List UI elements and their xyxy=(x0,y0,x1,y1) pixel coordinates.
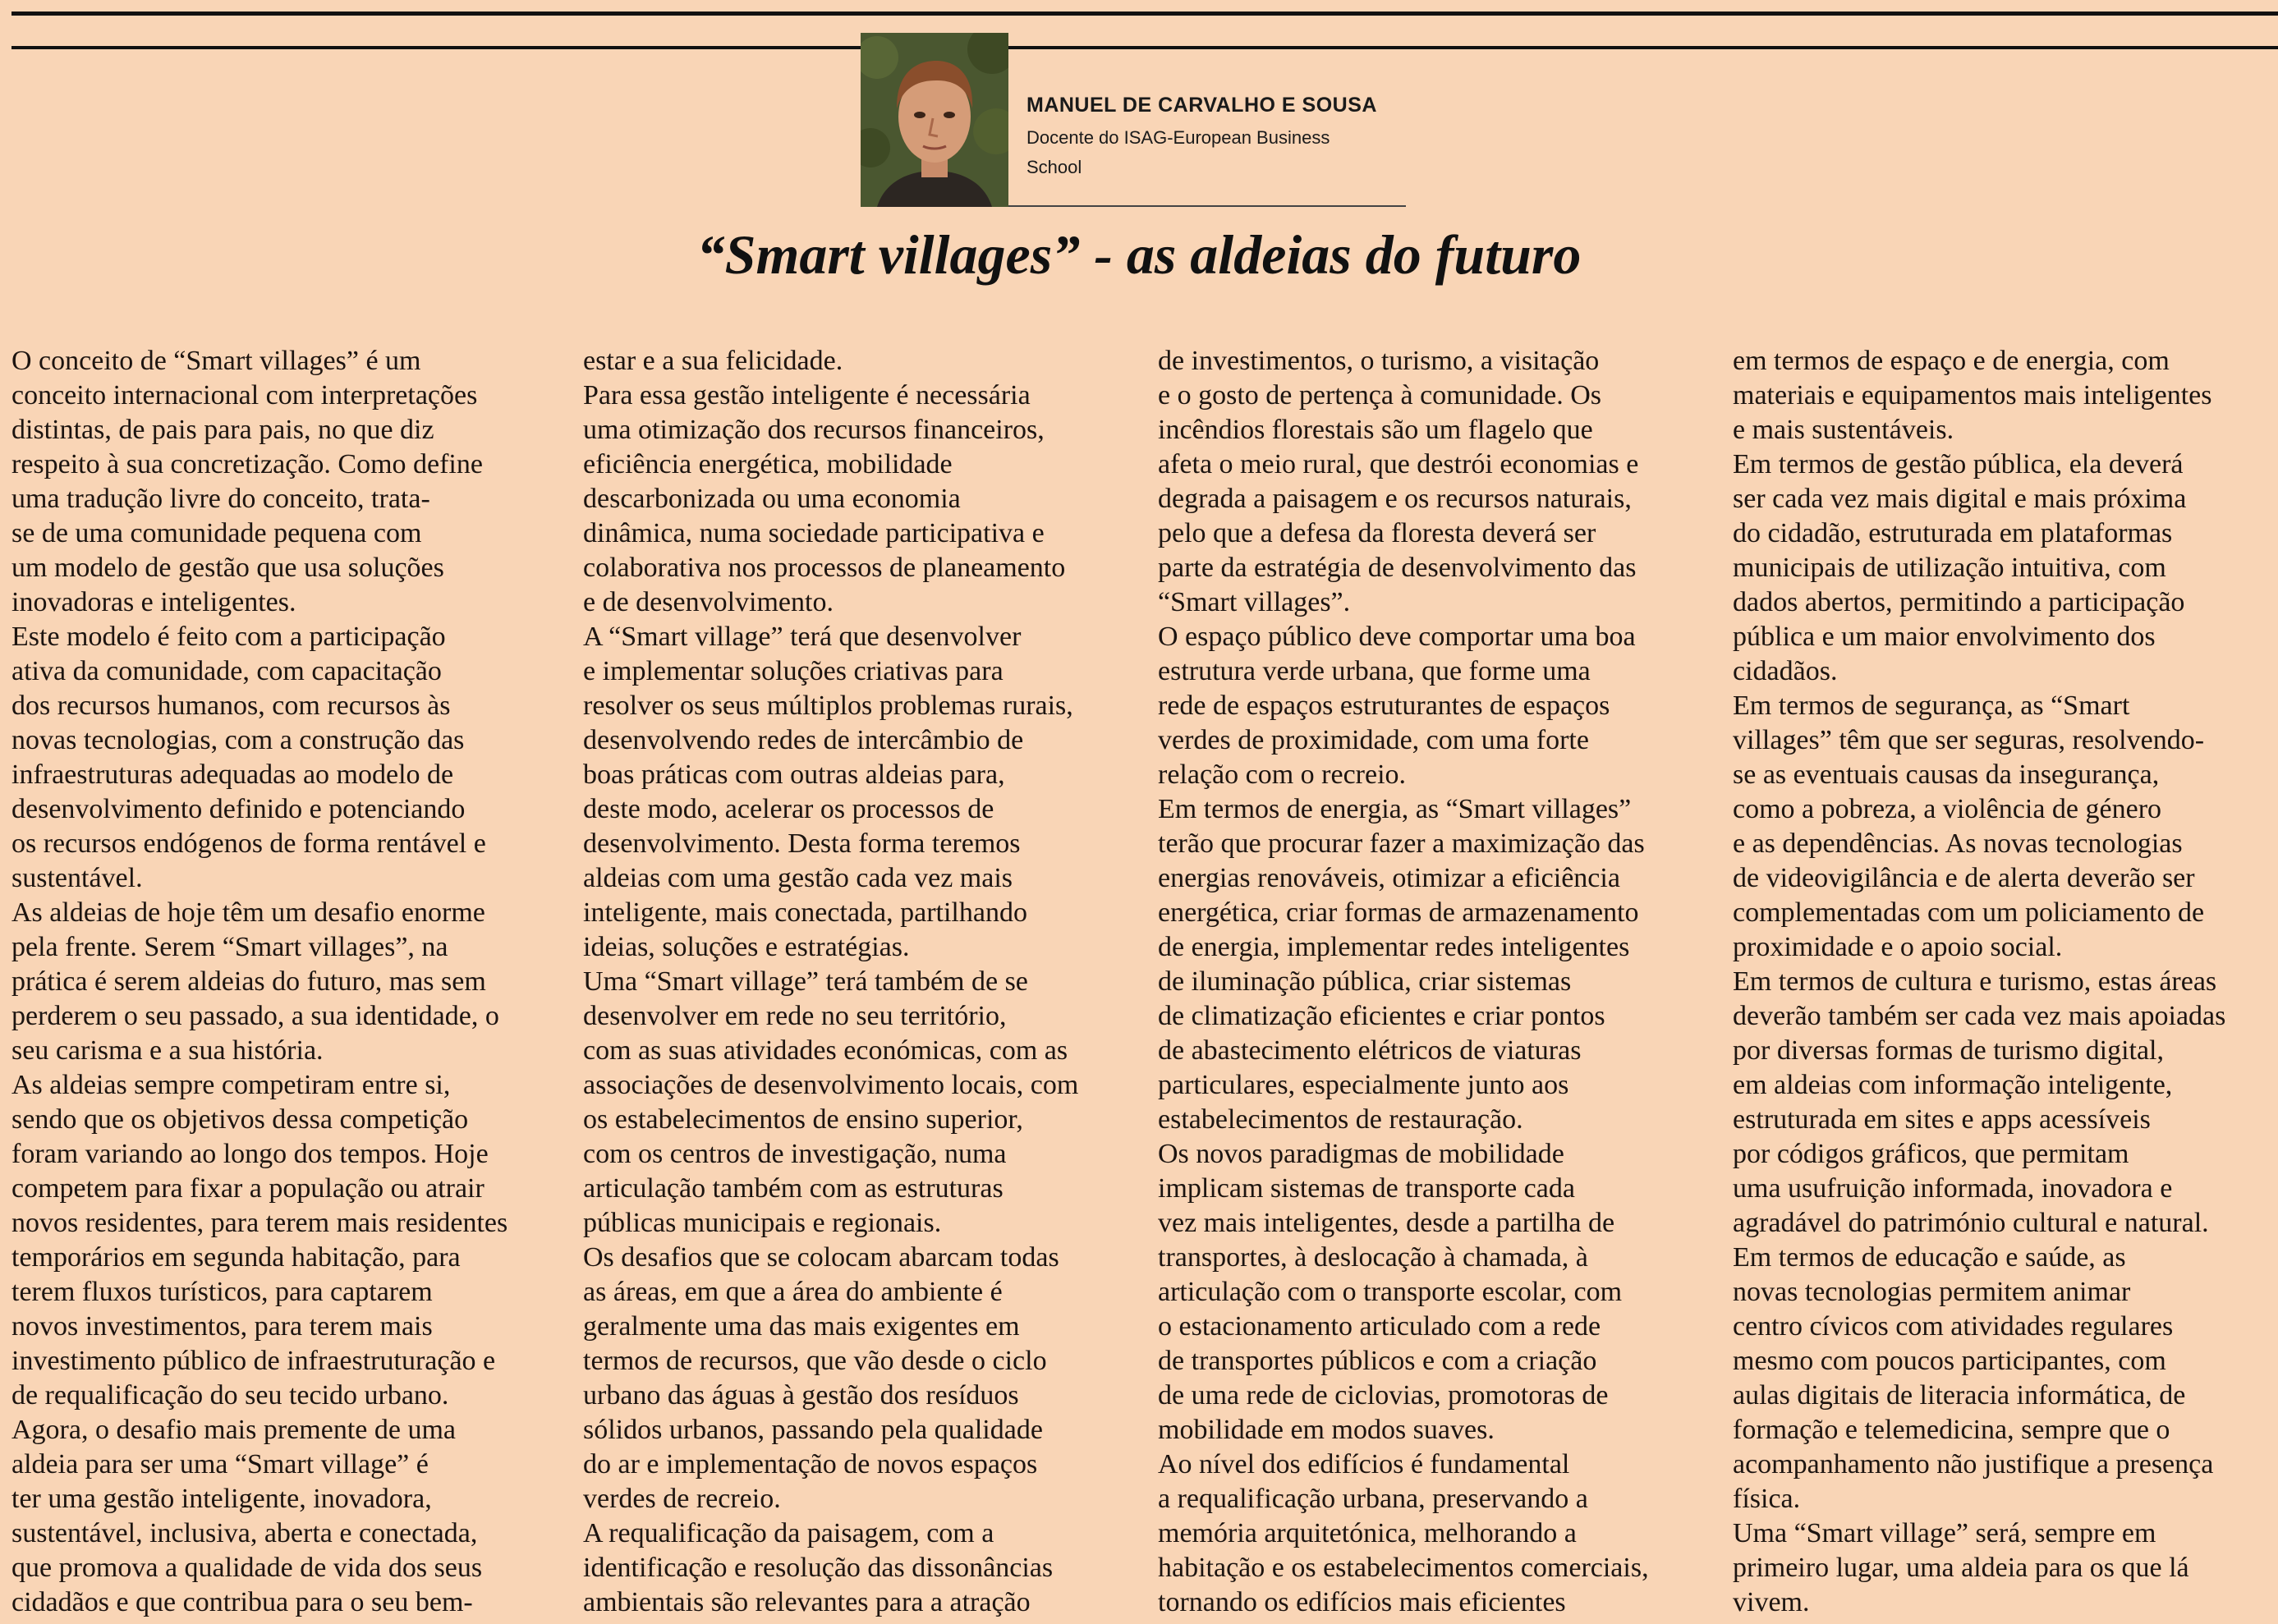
text-line: Os desafios que se colocam abarcam todas xyxy=(583,1242,1059,1273)
author-name: MANUEL DE CARVALHO E SOUSA xyxy=(1026,94,1377,117)
text-line: respeito à sua concretização. Como define xyxy=(11,449,483,479)
text-line: articulação também com as estruturas xyxy=(583,1173,1004,1204)
text-line: mesmo com poucos participantes, com xyxy=(1733,1346,2166,1376)
text-line: centro cívicos com atividades regulares xyxy=(1733,1311,2174,1342)
text-line: novas tecnologias, com a construção das xyxy=(11,725,465,755)
text-line: foram variando ao longo dos tempos. Hoje xyxy=(11,1139,489,1169)
text-line: resolver os seus múltiplos problemas rurais, xyxy=(583,690,1073,721)
text-line: como a pobreza, a violência de género xyxy=(1733,794,2162,824)
text-line: novas tecnologias permitem animar xyxy=(1733,1277,2131,1307)
author-underline xyxy=(1008,205,1406,207)
text-line: mobilidade em modos suaves. xyxy=(1158,1415,1495,1445)
text-line: do cidadão, estruturada em plataformas xyxy=(1733,518,2173,548)
text-line: As aldeias sempre competiram entre si, xyxy=(11,1070,451,1100)
text-line: estar e a sua felicidade. xyxy=(583,346,843,376)
author-role-line: School xyxy=(1026,157,1082,177)
text-line: e de desenvolvimento. xyxy=(583,587,834,617)
text-line: de uma rede de ciclovias, promotoras de xyxy=(1158,1380,1609,1411)
text-line: “Smart villages”. xyxy=(1158,587,1351,617)
text-line: estruturada em sites e apps acessíveis xyxy=(1733,1104,2151,1135)
text-line: se de uma comunidade pequena com xyxy=(11,518,422,548)
text-line: primeiro lugar, uma aldeia para os que lá xyxy=(1733,1553,2189,1583)
text-line: aldeias com uma gestão cada vez mais xyxy=(583,863,1013,893)
text-line: inteligente, mais conectada, partilhando xyxy=(583,897,1027,928)
text-line: dinâmica, numa sociedade participativa e xyxy=(583,518,1045,548)
text-line: agradável do património cultural e natural. xyxy=(1733,1208,2209,1238)
text-line: competem para fixar a população ou atrair xyxy=(11,1173,485,1204)
text-line: investimento público de infraestruturação e xyxy=(11,1346,496,1376)
text-line: que promova a qualidade de vida dos seus xyxy=(11,1553,483,1583)
text-line: incêndios florestais são um flagelo que xyxy=(1158,415,1593,445)
text-line: urbano das águas à gestão dos resíduos xyxy=(583,1380,1019,1411)
text-line: ser cada vez mais digital e mais próxima xyxy=(1733,484,2187,514)
text-line: Agora, o desafio mais premente de uma xyxy=(11,1415,456,1445)
top-rule xyxy=(11,11,2278,16)
text-line: com as suas atividades económicas, com as xyxy=(583,1035,1068,1066)
text-line: ideias, soluções e estratégias. xyxy=(583,932,910,962)
author-photo xyxy=(861,33,1008,207)
text-line: pela frente. Serem “Smart villages”, na xyxy=(11,932,448,962)
text-line: pública e um maior envolvimento dos xyxy=(1733,622,2156,652)
text-line: a requalificação urbana, preservando a xyxy=(1158,1484,1588,1514)
text-line: afeta o meio rural, que destrói economias e xyxy=(1158,449,1639,479)
text-line: sustentável, inclusiva, aberta e conectada, xyxy=(11,1518,478,1548)
text-line: formação e telemedicina, sempre que o xyxy=(1733,1415,2170,1445)
text-line: estabelecimentos de restauração. xyxy=(1158,1104,1523,1135)
text-line: e o gosto de pertença à comunidade. Os xyxy=(1158,380,1602,411)
text-line: articulação com o transporte escolar, com xyxy=(1158,1277,1623,1307)
text-line: municipais de utilização intuitiva, com xyxy=(1733,553,2166,583)
text-line: de transportes públicos e com a criação xyxy=(1158,1346,1597,1376)
text-line: de iluminação pública, criar sistemas xyxy=(1158,966,1572,997)
text-line: Os novos paradigmas de mobilidade xyxy=(1158,1139,1564,1169)
text-line: aulas digitais de literacia informática, de xyxy=(1733,1380,2186,1411)
text-line: termos de recursos, que vão desde o ciclo xyxy=(583,1346,1047,1376)
text-line: cidadãos e que contribua para o seu bem- xyxy=(11,1587,473,1617)
text-line: deverão também ser cada vez mais apoiadas xyxy=(1733,1001,2226,1031)
text-line: materiais e equipamentos mais inteligentes xyxy=(1733,380,2212,411)
text-line: sustentável. xyxy=(11,863,143,893)
text-line: Uma “Smart village” terá também de se xyxy=(583,966,1028,997)
text-line: desenvolvimento. Desta forma teremos xyxy=(583,828,1021,859)
text-line: descarbonizada ou uma economia xyxy=(583,484,961,514)
text-line: proximidade e o apoio social. xyxy=(1733,932,2063,962)
text-line: terem fluxos turísticos, para captarem xyxy=(11,1277,433,1307)
text-line: de videovigilância e de alerta deverão ser xyxy=(1733,863,2195,893)
text-line: implicam sistemas de transporte cada xyxy=(1158,1173,1575,1204)
text-line: Em termos de segurança, as “Smart xyxy=(1733,690,2130,721)
text-line: Em termos de energia, as “Smart villages” xyxy=(1158,794,1632,824)
text-line: ambientais são relevantes para a atração xyxy=(583,1587,1031,1617)
text-line: deste modo, acelerar os processos de xyxy=(583,794,994,824)
text-line: de investimentos, o turismo, a visitação xyxy=(1158,346,1600,376)
text-line: relação com o recreio. xyxy=(1158,759,1407,790)
text-line: uma tradução livre do conceito, trata- xyxy=(11,484,430,514)
text-line: verdes de proximidade, com uma forte xyxy=(1158,725,1589,755)
text-line: desenvolvimento definido e potenciando xyxy=(11,794,466,824)
author-header xyxy=(861,33,1406,207)
text-line: acompanhamento não justifique a presença xyxy=(1733,1449,2214,1479)
text-line: rede de espaços estruturantes de espaços xyxy=(1158,690,1610,721)
text-line: os recursos endógenos de forma rentável e xyxy=(11,828,486,859)
text-line: de abastecimento elétricos de viaturas xyxy=(1158,1035,1582,1066)
text-line: e as dependências. As novas tecnologias xyxy=(1733,828,2183,859)
text-line: O espaço público deve comportar uma boa xyxy=(1158,622,1636,652)
text-line: de climatização eficientes e criar pontos xyxy=(1158,1001,1605,1031)
text-line: aldeia para ser uma “Smart village” é xyxy=(11,1449,429,1479)
text-line: A “Smart village” terá que desenvolver xyxy=(583,622,1022,652)
text-line: Em termos de educação e saúde, as xyxy=(1733,1242,2126,1273)
text-line: transportes, à deslocação à chamada, à xyxy=(1158,1242,1588,1273)
text-line: villages” têm que ser seguras, resolvendo- xyxy=(1733,725,2205,755)
text-line: novos residentes, para terem mais residentes xyxy=(11,1208,508,1238)
text-line: distintas, de pais para pais, no que diz xyxy=(11,415,434,445)
text-line: prática é serem aldeias do futuro, mas sem xyxy=(11,966,486,997)
text-line: as áreas, em que a área do ambiente é xyxy=(583,1277,1003,1307)
text-line: em aldeias com informação inteligente, xyxy=(1733,1070,2173,1100)
text-line: colaborativa nos processos de planeamento xyxy=(583,553,1066,583)
text-line: Este modelo é feito com a participação xyxy=(11,622,446,652)
text-line: Para essa gestão inteligente é necessária xyxy=(583,380,1031,411)
text-line: dos recursos humanos, com recursos às xyxy=(11,690,451,721)
text-line: estrutura verde urbana, que forme uma xyxy=(1158,656,1591,686)
text-line: sólidos urbanos, passando pela qualidade xyxy=(583,1415,1043,1445)
text-line: identificação e resolução das dissonâncias xyxy=(583,1553,1054,1583)
text-line: complementadas com um policiamento de xyxy=(1733,897,2205,928)
text-line: de requalificação do seu tecido urbano. xyxy=(11,1380,449,1411)
text-line: tornando os edifícios mais eficientes xyxy=(1158,1587,1566,1617)
article-column-1 xyxy=(11,345,570,1624)
article-column-2 xyxy=(583,345,1141,1624)
text-line: temporários em segunda habitação, para xyxy=(11,1242,461,1273)
text-line: física. xyxy=(1733,1484,1801,1514)
text-line: o estacionamento articulado com a rede xyxy=(1158,1311,1601,1342)
text-line: inovadoras e inteligentes. xyxy=(11,587,296,617)
text-line: memória arquitetónica, melhorando a xyxy=(1158,1518,1577,1548)
text-line: habitação e os estabelecimentos comerciais, xyxy=(1158,1553,1649,1583)
author-role-line: Docente do ISAG-European Business xyxy=(1026,127,1330,148)
text-line: vivem. xyxy=(1733,1587,1810,1617)
text-line: seu carisma e a sua história. xyxy=(11,1035,324,1066)
text-line: em termos de espaço e de energia, com xyxy=(1733,346,2170,376)
text-line: por códigos gráficos, que permitam xyxy=(1733,1139,2129,1169)
text-line: O conceito de “Smart villages” é um xyxy=(11,346,421,376)
text-line: particulares, especialmente junto aos xyxy=(1158,1070,1569,1100)
text-line: pelo que a defesa da floresta deverá ser xyxy=(1158,518,1596,548)
text-line: geralmente uma das mais exigentes em xyxy=(583,1311,1020,1342)
text-line: desenvolvendo redes de intercâmbio de xyxy=(583,725,1024,755)
text-line: Em termos de gestão pública, ela deverá xyxy=(1733,449,2184,479)
text-line: Ao nível dos edifícios é fundamental xyxy=(1158,1449,1570,1479)
text-line: perderem o seu passado, a sua identidade, o xyxy=(11,1001,499,1031)
text-line: vez mais inteligentes, desde a partilha de xyxy=(1158,1208,1615,1238)
text-line: um modelo de gestão que usa soluções xyxy=(11,553,444,583)
text-line: associações de desenvolvimento locais, com xyxy=(583,1070,1079,1100)
text-line: ter uma gestão inteligente, inovadora, xyxy=(11,1484,432,1514)
text-line: parte da estratégia de desenvolvimento das xyxy=(1158,553,1637,583)
text-line: desenvolver em rede no seu território, xyxy=(583,1001,1007,1031)
text-line: dados abertos, permitindo a participação xyxy=(1733,587,2185,617)
text-line: do ar e implementação de novos espaços xyxy=(583,1449,1038,1479)
text-line: As aldeias de hoje têm um desafio enorme xyxy=(11,897,485,928)
text-line: A requalificação da paisagem, com a xyxy=(583,1518,994,1548)
article-title: “Smart villages” - as aldeias do futuro xyxy=(696,223,1582,286)
text-line: conceito internacional com interpretações xyxy=(11,380,478,411)
text-line: boas práticas com outras aldeias para, xyxy=(583,759,1005,790)
article-column-4 xyxy=(1733,345,2278,1624)
text-line: terão que procurar fazer a maximização das xyxy=(1158,828,1645,859)
text-line: os estabelecimentos de ensino superior, xyxy=(583,1104,1023,1135)
article-column-3 xyxy=(1158,345,1716,1624)
text-line: infraestruturas adequadas ao modelo de xyxy=(11,759,454,790)
text-line: Em termos de cultura e turismo, estas áreas xyxy=(1733,966,2217,997)
text-line: de energia, implementar redes inteligentes xyxy=(1158,932,1630,962)
text-line: sendo que os objetivos dessa competição xyxy=(11,1104,469,1135)
text-line: se as eventuais causas da insegurança, xyxy=(1733,759,2160,790)
text-line: e mais sustentáveis. xyxy=(1733,415,1954,445)
text-line: Uma “Smart village” será, sempre em xyxy=(1733,1518,2156,1548)
text-line: energética, criar formas de armazenamento xyxy=(1158,897,1639,928)
text-line: eficiência energética, mobilidade xyxy=(583,449,953,479)
text-line: com os centros de investigação, numa xyxy=(583,1139,1007,1169)
text-line: públicas municipais e regionais. xyxy=(583,1208,942,1238)
text-line: uma usufruição informada, inovadora e xyxy=(1733,1173,2173,1204)
text-line: ativa da comunidade, com capacitação xyxy=(11,656,442,686)
text-line: degrada a paisagem e os recursos naturais, xyxy=(1158,484,1632,514)
text-line: energias renováveis, otimizar a eficiência xyxy=(1158,863,1620,893)
author-role xyxy=(1026,123,1404,182)
text-line: novos investimentos, para terem mais xyxy=(11,1311,433,1342)
text-line: cidadãos. xyxy=(1733,656,1838,686)
text-line: uma otimização dos recursos financeiros, xyxy=(583,415,1045,445)
text-line: e implementar soluções criativas para xyxy=(583,656,1004,686)
text-line: por diversas formas de turismo digital, xyxy=(1733,1035,2165,1066)
text-line: verdes de recreio. xyxy=(583,1484,781,1514)
